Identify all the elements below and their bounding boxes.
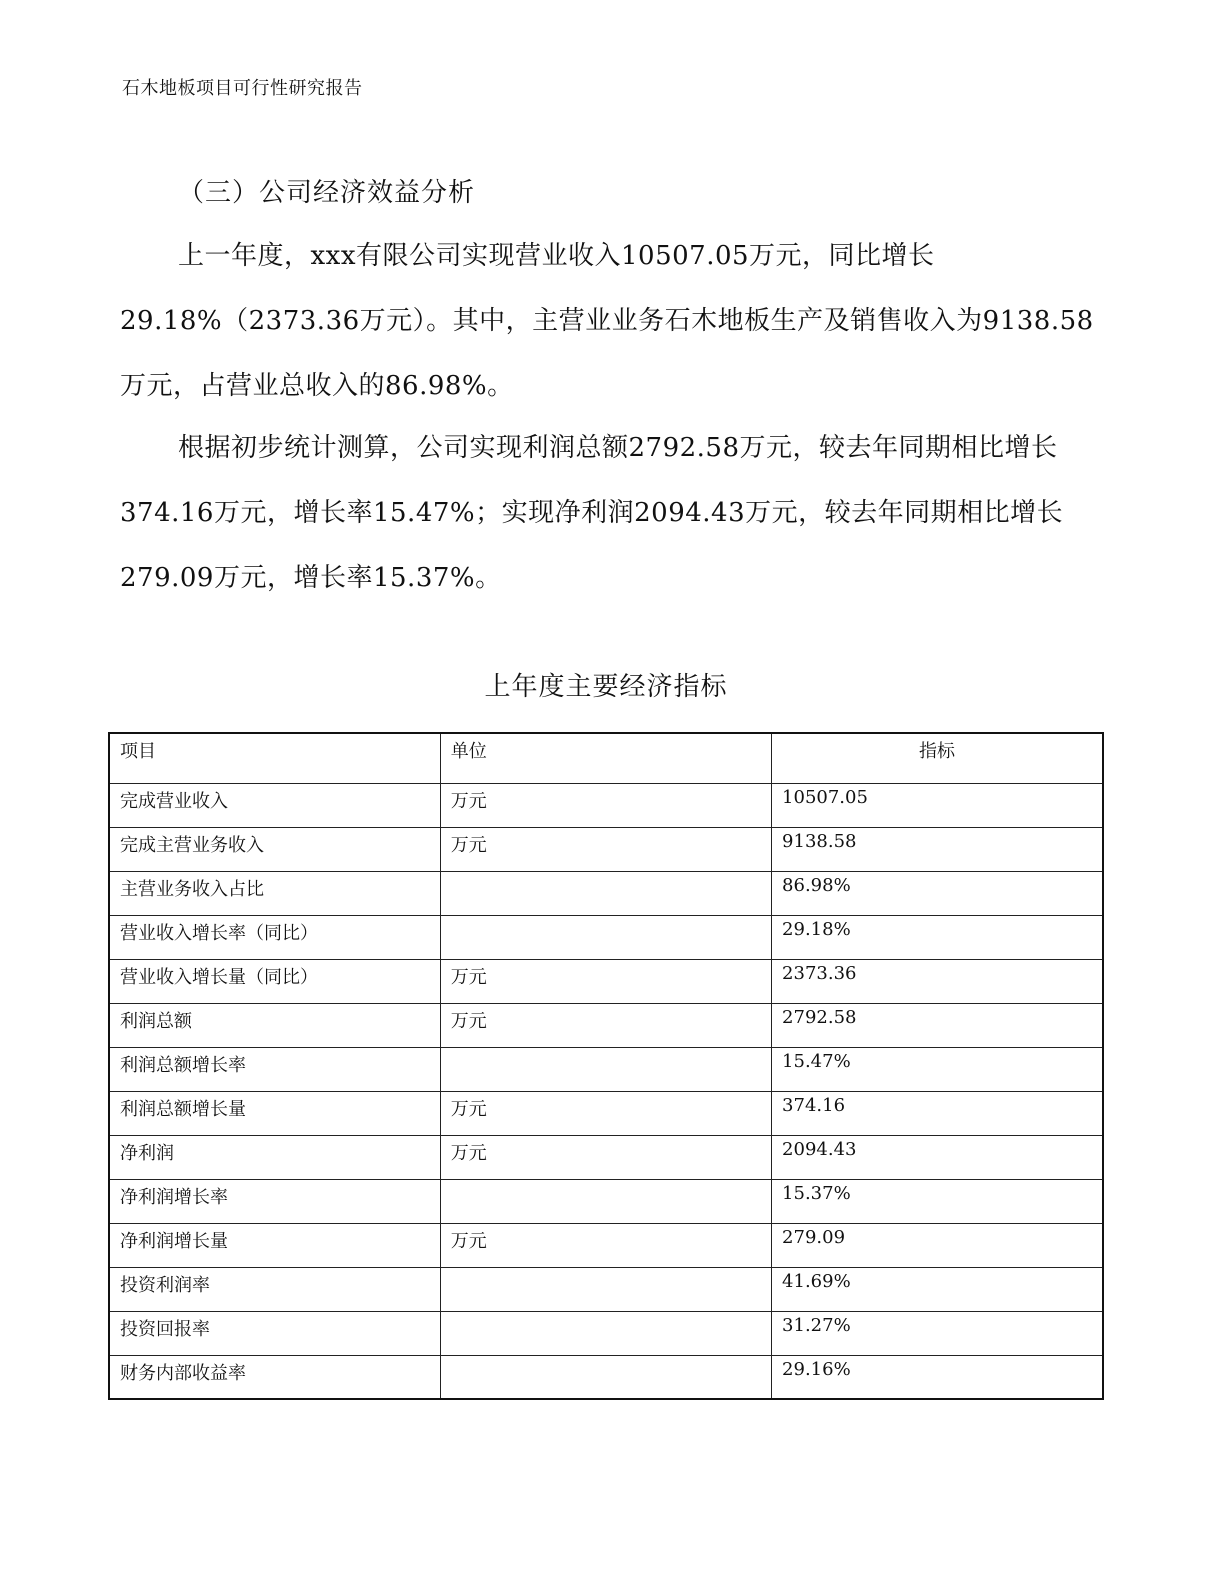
cell-item: 净利润 [109,1135,440,1179]
cell-item: 投资利润率 [109,1267,440,1311]
table-row [109,1047,1103,1091]
table-row [109,1135,1103,1179]
table-title: 上年度主要经济指标 [484,672,728,702]
table-row [109,915,1103,959]
cell-value: 374.16 [772,1091,1103,1135]
cell-item: 利润总额 [109,1003,440,1047]
table-row [109,1311,1103,1355]
column-header-unit: 单位 [440,733,771,783]
section-heading: （三）公司经济效益分析 [178,178,476,208]
cell-value: 2792.58 [772,1003,1103,1047]
cell-unit: 万元 [440,1091,771,1135]
cell-item: 营业收入增长率（同比） [109,915,440,959]
cell-unit: 万元 [440,827,771,871]
table-row [109,783,1103,827]
cell-unit: 万元 [440,783,771,827]
cell-value: 29.18% [772,915,1103,959]
cell-unit [440,1267,771,1311]
cell-unit [440,1355,771,1399]
cell-unit [440,871,771,915]
cell-item: 净利润增长率 [109,1179,440,1223]
cell-unit: 万元 [440,1003,771,1047]
cell-value: 2373.36 [772,959,1103,1003]
table-row [109,959,1103,1003]
cell-unit: 万元 [440,1223,771,1267]
table-row [109,1091,1103,1135]
cell-value: 86.98% [772,871,1103,915]
paragraph-revenue [120,224,1110,419]
table-row [109,1223,1103,1267]
cell-value: 10507.05 [772,783,1103,827]
economic-indicators-table [108,732,1104,1400]
cell-value: 29.16% [772,1355,1103,1399]
cell-unit [440,1179,771,1223]
cell-value: 9138.58 [772,827,1103,871]
cell-value: 15.37% [772,1179,1103,1223]
cell-value: 41.69% [772,1267,1103,1311]
cell-item: 利润总额增长率 [109,1047,440,1091]
cell-item: 完成营业收入 [109,783,440,827]
cell-value: 2094.43 [772,1135,1103,1179]
cell-item: 利润总额增长量 [109,1091,440,1135]
table-row [109,1267,1103,1311]
table-body [109,783,1103,1399]
cell-item: 主营业务收入占比 [109,871,440,915]
cell-item: 完成主营业务收入 [109,827,440,871]
running-header: 石木地板项目可行性研究报告 [122,78,363,99]
paragraph-revenue-text: 上一年度，xxx有限公司实现营业收入10507.05万元，同比增长29.18%（2373.36万元）。其中，主营业业务石木地板生产及销售收入为9138.58万元，占营业总收入的86.98%。 [120,241,1094,401]
table-row [109,827,1103,871]
cell-item: 投资回报率 [109,1311,440,1355]
cell-value: 31.27% [772,1311,1103,1355]
paragraph-profit-text: 根据初步统计测算，公司实现利润总额2792.58万元，较去年同期相比增长374.16万元，增长率15.47%；实现净利润2094.43万元，较去年同期相比增长279.09万元，增长率15.37%。 [120,433,1064,593]
cell-unit: 万元 [440,1135,771,1179]
table-row [109,1355,1103,1399]
column-header-value: 指标 [772,733,1103,783]
column-header-item: 项目 [109,733,440,783]
table-row [109,1179,1103,1223]
cell-value: 15.47% [772,1047,1103,1091]
cell-unit [440,915,771,959]
cell-value: 279.09 [772,1223,1103,1267]
table-row [109,1003,1103,1047]
cell-item: 净利润增长量 [109,1223,440,1267]
table-row [109,871,1103,915]
cell-unit [440,1047,771,1091]
cell-unit [440,1311,771,1355]
cell-unit: 万元 [440,959,771,1003]
table-header-row [109,733,1103,783]
paragraph-profit [120,416,1110,611]
cell-item: 财务内部收益率 [109,1355,440,1399]
cell-item: 营业收入增长量（同比） [109,959,440,1003]
